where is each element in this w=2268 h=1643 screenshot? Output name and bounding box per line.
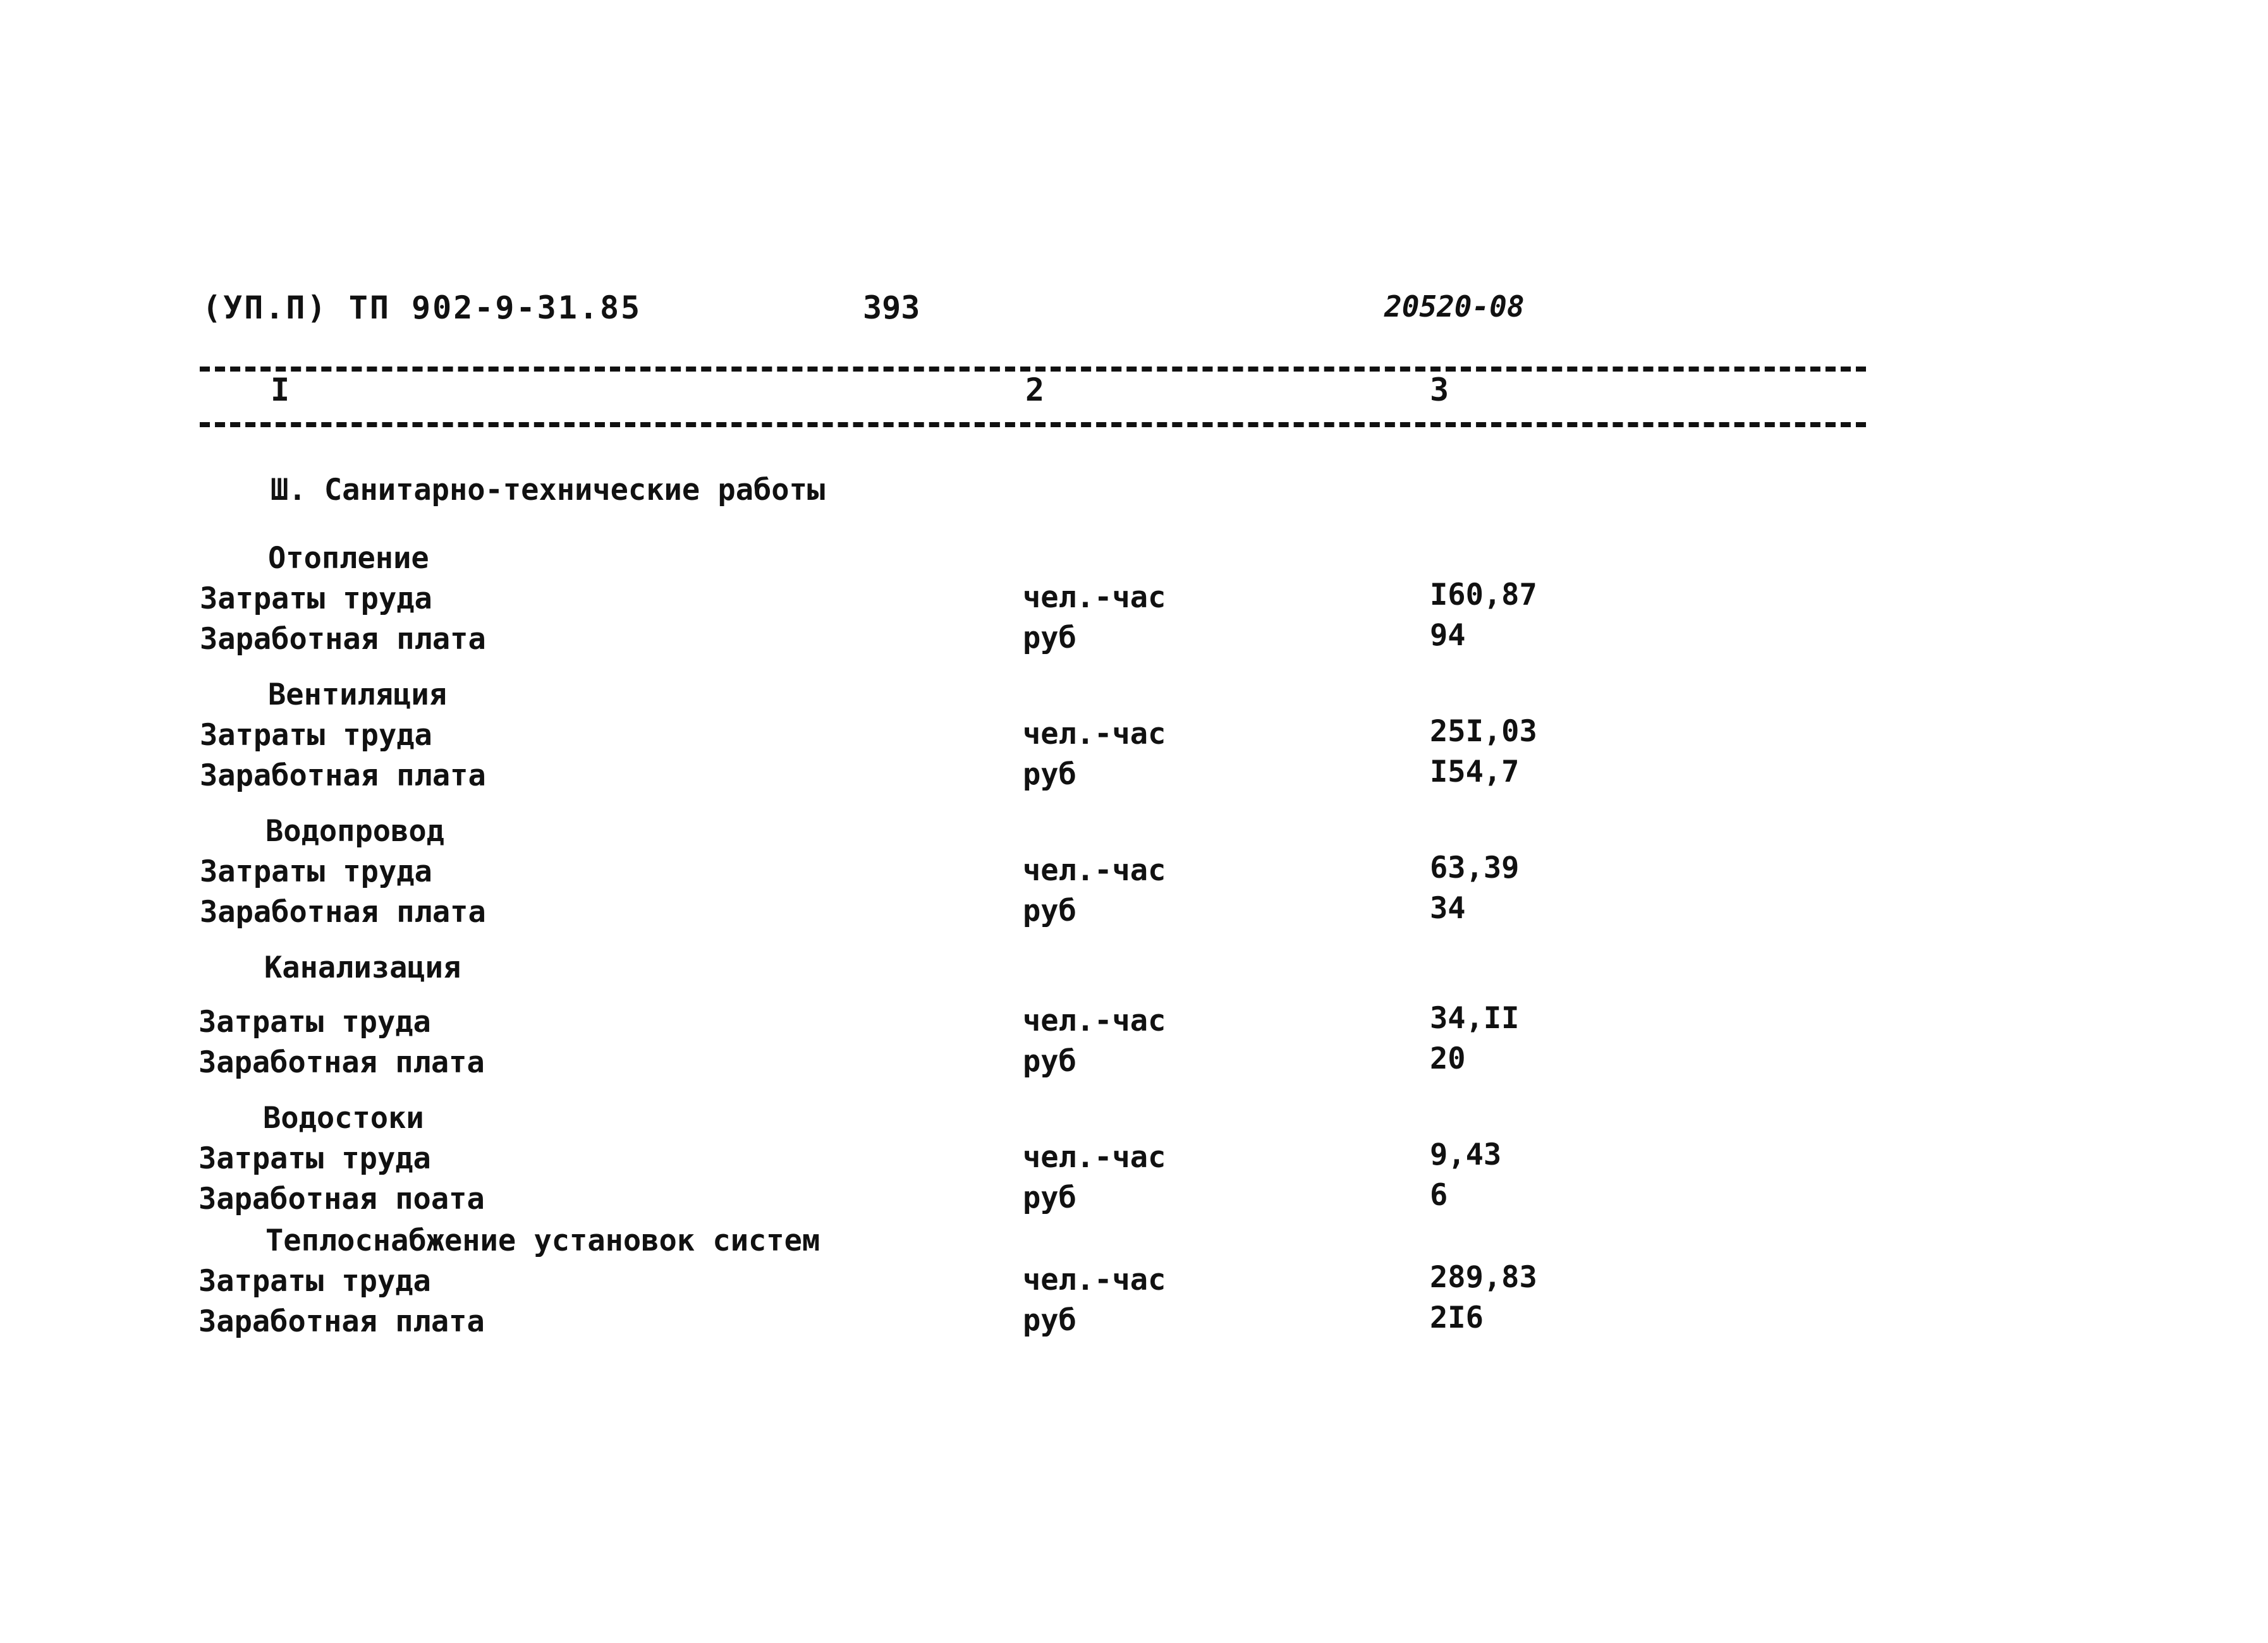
row-value: 2I6 — [1430, 1300, 1484, 1335]
row-unit: чел.-час — [1023, 717, 1166, 751]
section-title: Ш. Санитарно-технические работы — [271, 473, 826, 507]
row-label: Заработная плата — [198, 1304, 485, 1339]
row-label: Затраты труда — [198, 1141, 431, 1176]
group-title-drainage: Водостоки — [263, 1101, 424, 1136]
row-unit: руб — [1023, 757, 1076, 792]
row-value: I54,7 — [1430, 755, 1520, 789]
row-label: Затраты труда — [200, 718, 432, 753]
group-title-water-supply: Водопровод — [265, 814, 444, 849]
archive-stamp: 20520-08 — [1384, 289, 1525, 324]
row-value: 34,II — [1430, 1001, 1520, 1036]
row-label: Заработная плата — [200, 622, 486, 657]
row-value: I60,87 — [1430, 578, 1537, 612]
row-value: 34 — [1430, 891, 1466, 926]
row-label: Затраты труда — [200, 581, 432, 616]
row-label: Затраты труда — [198, 1264, 431, 1299]
row-unit: чел.-час — [1023, 1263, 1166, 1297]
document-code: (УП.П) ТП 902-9-31.85 — [202, 289, 642, 326]
group-title-heating: Отопление — [268, 541, 429, 576]
group-title-ventilation: Вентиляция — [268, 677, 447, 712]
row-unit: руб — [1023, 1303, 1076, 1338]
row-label: Затраты труда — [200, 854, 432, 889]
row-label: Затраты труда — [198, 1005, 431, 1040]
row-unit: чел.-час — [1023, 853, 1166, 888]
row-value: 63,39 — [1430, 851, 1520, 885]
row-label: Заработная плата — [200, 895, 486, 930]
row-value: 25I,03 — [1430, 714, 1537, 749]
dashed-rule-bottom — [200, 422, 1866, 427]
row-value: 20 — [1430, 1041, 1466, 1076]
row-unit: руб — [1023, 621, 1076, 655]
row-value: 289,83 — [1430, 1260, 1537, 1295]
column-number-3: 3 — [1430, 372, 1449, 408]
row-label: Заработная поата — [198, 1182, 485, 1216]
page-number: 393 — [863, 289, 920, 326]
row-value: 94 — [1430, 618, 1466, 653]
row-value: 6 — [1430, 1178, 1448, 1213]
dashed-rule-top — [200, 367, 1866, 372]
row-value: 9,43 — [1430, 1137, 1502, 1172]
row-unit: руб — [1023, 1044, 1076, 1079]
row-label: Заработная плата — [200, 758, 486, 793]
row-unit: чел.-час — [1023, 580, 1166, 615]
row-label: Заработная плата — [198, 1045, 485, 1080]
group-title-heat-supply: Теплоснабжение установок систем — [265, 1223, 820, 1258]
column-number-1: I — [271, 372, 290, 408]
row-unit: чел.-час — [1023, 1140, 1166, 1175]
column-number-2: 2 — [1025, 372, 1045, 408]
row-unit: чел.-час — [1023, 1003, 1166, 1038]
row-unit: руб — [1023, 1180, 1076, 1215]
row-unit: руб — [1023, 894, 1076, 928]
group-title-sewerage: Канализация — [264, 950, 461, 985]
